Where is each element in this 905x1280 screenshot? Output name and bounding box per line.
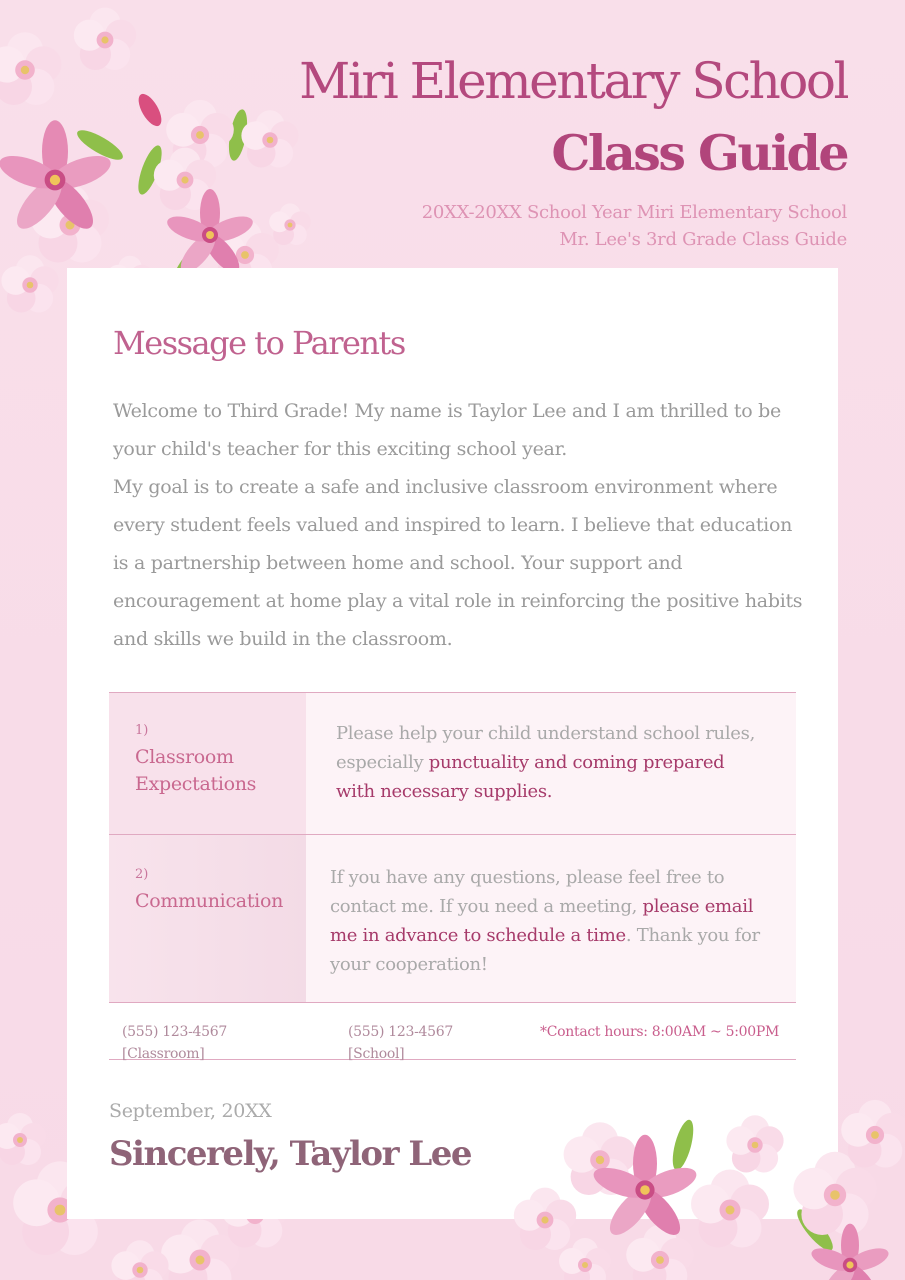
info-table [109,692,796,1003]
section-label-line-1: Communication [135,890,284,912]
section-label-line-1: Classroom [135,746,234,768]
guide-title: Class Guide [551,124,847,182]
section-text-after: . Thank you for your cooperation! [330,925,760,975]
contact-school [348,1024,453,1062]
subtitle-line-1: 20XX-20XX School Year Miri Elementary School [421,202,847,223]
section-number: 2) [135,867,149,882]
info-label-cell [109,693,306,834]
contact-classroom-tag: [Classroom] [122,1046,205,1062]
info-label-cell [109,835,306,1002]
content-card [67,268,838,1219]
message-paragraph-2: My goal is to create a safe and inclusive classroom environment where every student feels valued and inspired to learn. I believe that education is a partnership between home and school. Your support and encouragement at home play a vital role in reinforcing the positive habits and skills we build in the classroom. [113,476,803,650]
section-label [135,888,284,915]
subtitle-line-2: Mr. Lee's 3rd Grade Class Guide [559,229,847,250]
section-text: Please help your child understand school rules, especially [336,723,755,773]
subtitle [422,199,847,253]
message-body [113,392,803,658]
contact-classroom [122,1024,227,1062]
contact-school-tag: [School] [348,1046,405,1062]
contact-bar [109,1002,796,1060]
section-number: 1) [135,723,149,738]
section-text: If you have any questions, please feel free to contact me. If you need a meeting, [330,867,725,917]
message-heading: Message to Parents [113,324,405,362]
info-row-classroom-expectations [109,692,796,834]
contact-school-phone: (555) 123-4567 [348,1024,453,1040]
school-title: Miri Elementary School [299,52,847,110]
info-text-cell [306,835,796,1002]
signature: Sincerely, Taylor Lee [109,1134,472,1174]
letter-date: September, 20XX [109,1100,272,1122]
contact-classroom-phone: (555) 123-4567 [122,1024,227,1040]
section-text-highlight: punctuality and coming prepared with necessary supplies. [336,752,725,802]
info-text-cell [306,693,796,834]
section-label [135,744,280,798]
section-text-highlight: please email me in advance to schedule a time [330,896,754,946]
info-row-communication [109,834,796,1003]
section-label-line-2: Expectations [135,773,257,795]
contact-hours: *Contact hours: 8:00AM ~ 5:00PM [540,1024,779,1040]
message-paragraph-1: Welcome to Third Grade! My name is Taylor Lee and I am thrilled to be your child's teacher for this exciting school year. [113,400,781,460]
